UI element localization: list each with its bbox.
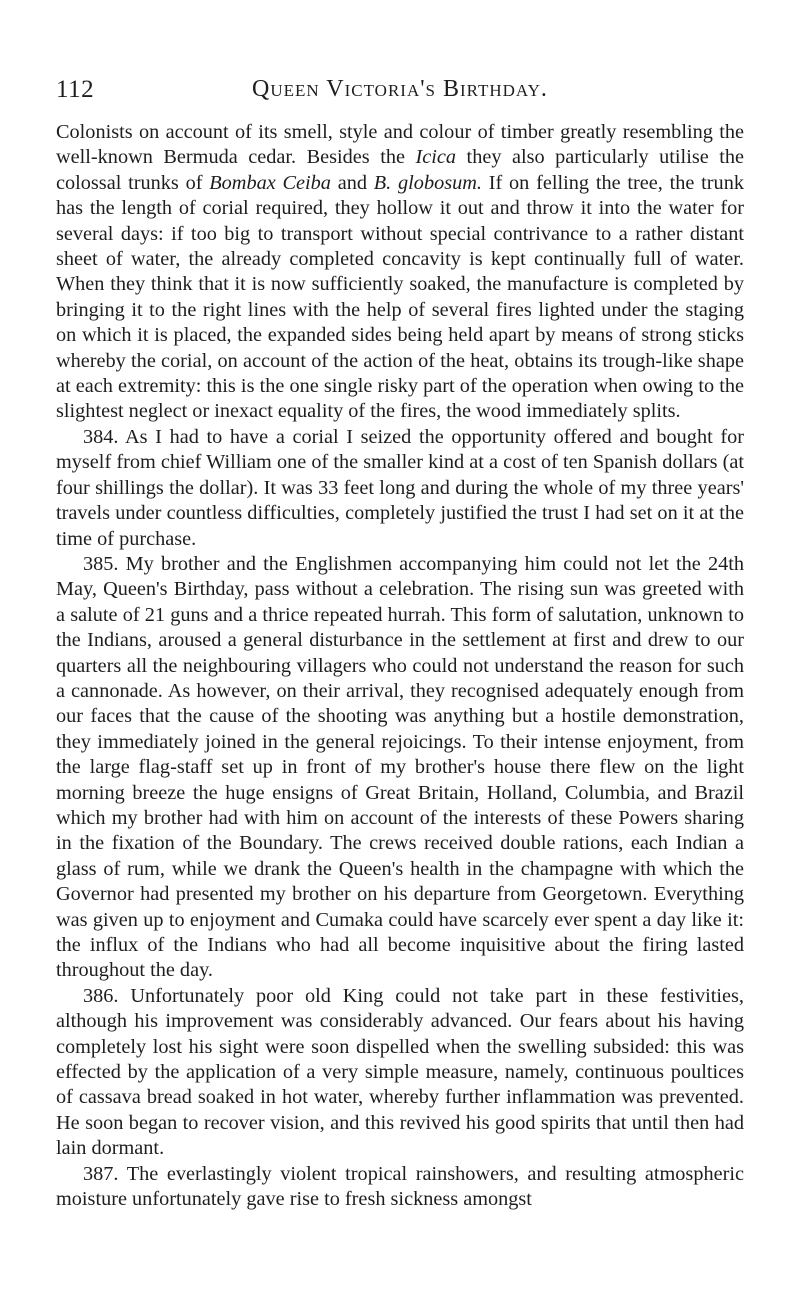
paragraph-387 [56, 1162, 744, 1213]
text-run: 385. My brother and the Englishmen accompanying him could not let the 24th May, Queen's Birthday, pass without a celebration. The rising sun was greeted with a salute of 21 guns and a thrice repeated hurrah. This form of salutation, unknown to the Indians, aroused a general disturbance in the settlement at first and drew to our quarters all the neighbouring villagers who could not understand the reason for such a cannonade. As however, on their arrival, they recognised adequately enough from our faces that the cause of the shooting was anything but a hostile demonstration, they immediately joined in the general rejoicings. To their intense enjoyment, from the large flag-staff set up in front of my brother's house there flew on the light morning breeze the huge ensigns of Great Britain, Holland, Columbia, and Brazil which my brother had with him on account of the interests of these Powers sharing in the fixation of the Boundary. The crews received double rations, each Indian a glass of rum, while we drank the Queen's health in the champagne with which the Governor had presented my brother on his departure from Georgetown. Everything was given up to enjoyment and Cumaka could have scarcely ever spent a day like it: the influx of the Indians who had all become inquisitive about the firing lasted throughout the day. [56, 552, 744, 982]
paragraph-385 [56, 552, 744, 984]
italic-term: Bombax Ceiba [209, 171, 331, 194]
paragraph-384 [56, 425, 744, 552]
text-run: 386. Unfortunately poor old King could not take part in these festivities, although his improvement was considerably advanced. Our fears about his having completely lost his sight were soon dispelled when the swelling subsided: this was effected by the application of a very simple measure, namely, continuous poultices of cassava bread soaked in hot water, whereby further inflammation was prevented. He soon began to recover vision, and this revived his good spirits that until then had lain dormant. [56, 984, 744, 1160]
page-header [56, 70, 744, 110]
text-run: 384. As I had to have a corial I seized the opportunity offered and bought for myself from chief William one of the smaller kind at a cost of ten Spanish dollars (at four shillings the dollar). It was 33 feet long and during the whole of my three years' travels under countless difficulties, completely justified the trust I had set on it at the time of purchase. [56, 425, 744, 550]
text-run: If on felling the tree, the trunk has the length of corial required, they hollow it out and throw it into the water for several days: if too big to transport without special contrivance to a rather distant sheet of water, the already completed concavity is kept continually full of water. When they think that it is now sufficiently soaked, the manufacture is completed by bringing it to the right lines with the help of several fires lighted under the staging on which it is placed, the expanded sides being held apart by means of strong sticks whereby the corial, on account of the action of the heat, obtains its trough-like shape at each extremity: this is the one single risky part of the operation when owing to the slightest neglect or inexact equality of the fires, the wood immediately splits. [56, 171, 744, 423]
text-run: they also particularly utilise the colossal trunks of [56, 146, 745, 194]
text-run: 387. The everlastingly violent tropical rainshowers, and resulting atmospheric moisture unfortunately gave rise to fresh sickness amongst [56, 1162, 744, 1211]
italic-term: B. globosum. [373, 171, 482, 194]
paragraph-386 [56, 984, 744, 1162]
page-number: 112 [56, 76, 95, 103]
paragraph-continuation [56, 120, 744, 425]
text-run: and [330, 171, 374, 194]
text-run: Colonists on account of its smell, style and colour of timber greatly resembling the well-known Bermuda cedar. Besides the [56, 121, 744, 169]
body-text [56, 120, 744, 1212]
running-title: Queen Victoria's Birthday. [252, 76, 548, 102]
italic-term: Icica [415, 146, 457, 169]
